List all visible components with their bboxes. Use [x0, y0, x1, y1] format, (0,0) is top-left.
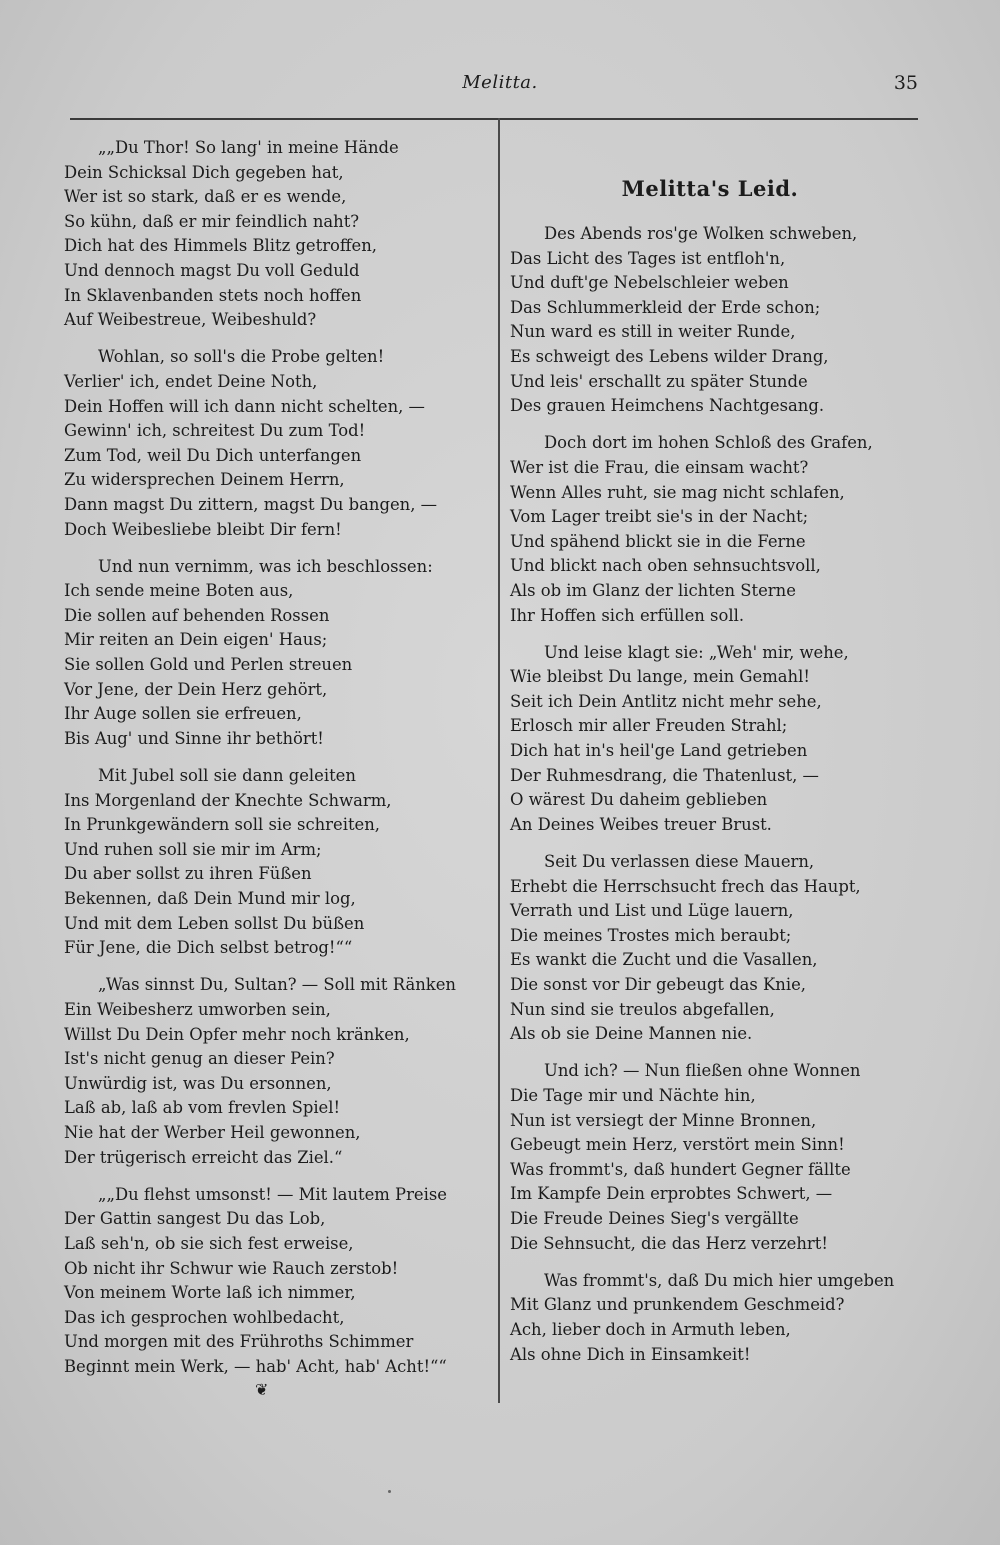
verse-line: Nie hat der Werber Heil gewonnen,	[64, 1122, 361, 1142]
verse-line: Doch Weibesliebe bleibt Dir fern!	[64, 519, 342, 539]
left-column	[64, 136, 484, 1392]
verse-line: Nun sind sie treulos abgefallen,	[510, 999, 775, 1019]
verse-line: Im Kampfe Dein erprobtes Schwert, —	[510, 1184, 833, 1204]
verse-line: Seit Du verlassen diese Mauern,	[544, 852, 815, 872]
verse-line: Und ich? — Nun fließen ohne Wonnen	[544, 1061, 861, 1081]
verse-line: Auf Weibestreue, Weibeshuld?	[64, 310, 317, 330]
verse-line: Es schweigt des Lebens wilder Drang,	[510, 346, 829, 366]
verse-line: Erlosch mir aller Freuden Strahl;	[510, 716, 788, 736]
verse-line: Und dennoch magst Du voll Geduld	[64, 260, 360, 280]
verse-line: Gebeugt mein Herz, verstört mein Sinn!	[510, 1135, 845, 1155]
verse-line: Und blickt nach oben sehnsuchtsvoll,	[510, 556, 821, 576]
verse-line: Nun ward es still in weiter Runde,	[510, 322, 796, 342]
verse-line: „„Du Thor! So lang' in meine Hände	[98, 138, 399, 157]
verse-line: Seit ich Dein Antlitz nicht mehr sehe,	[510, 691, 822, 711]
verse-line: Für Jene, die Dich selbst betrog!““	[64, 938, 353, 958]
verse-line: Und morgen mit des Frühroths Schimmer	[64, 1332, 414, 1352]
verse-line: Dein Hoffen will ich dann nicht schelten, —	[64, 396, 425, 416]
verse-line: Gewinn' ich, schreitest Du zum Tod!	[64, 421, 366, 441]
verse-line: Das Licht des Tages ist entfloh'n,	[510, 248, 786, 268]
verse-line: Ihr Hoffen sich erfüllen soll.	[510, 605, 745, 625]
verse-line: Die sonst vor Dir gebeugt das Knie,	[510, 975, 807, 994]
verse-line: Es wankt die Zucht und die Vasallen,	[510, 950, 818, 970]
verse-line: Laß ab, laß ab vom frevlen Spiel!	[64, 1098, 341, 1118]
verse-line: Laß seh'n, ob sie sich fest erweise,	[64, 1233, 354, 1253]
stanza	[510, 222, 910, 419]
verse-line: Zu widersprechen Deinem Herrn,	[64, 470, 345, 490]
verse-line: Und duft'ge Nebelschleier weben	[510, 273, 789, 293]
verse-line: Und nun vernimm, was ich beschlossen:	[98, 556, 433, 576]
verse-line: Dich hat in's heil'ge Land getrieben	[510, 741, 808, 761]
verse-line: Ein Weibesherz umworben sein,	[64, 999, 331, 1019]
verse-line: Bis Aug' und Sinne ihr bethört!	[64, 728, 324, 748]
stanza	[510, 641, 910, 838]
verse-line: Verrath und List und Lüge lauern,	[510, 901, 794, 921]
stanza	[64, 136, 484, 333]
right-column	[510, 222, 910, 1380]
verse-line: Wer ist die Frau, die einsam wacht?	[510, 457, 809, 477]
verse-line: Als ob im Glanz der lichten Sterne	[510, 580, 796, 600]
verse-line: Des Abends ros'ge Wolken schweben,	[544, 224, 858, 243]
stanza	[64, 973, 484, 1170]
stanza	[64, 764, 484, 961]
verse-line: Was frommt's, daß Du mich hier umgeben	[544, 1270, 895, 1290]
verse-line: Die Tage mir und Nächte hin,	[510, 1085, 756, 1105]
verse-line: Als ohne Dich in Einsamkeit!	[510, 1344, 751, 1364]
verse-line: Mir reiten an Dein eigen' Haus;	[64, 630, 328, 650]
verse-line: Ihr Auge sollen sie erfreuen,	[64, 704, 302, 724]
verse-line: Was frommt's, daß hundert Gegner fällte	[510, 1159, 851, 1179]
verse-line: Du aber sollst zu ihren Füßen	[64, 864, 312, 884]
verse-line: Zum Tod, weil Du Dich unterfangen	[64, 445, 362, 465]
verse-line: Der Ruhmesdrang, die Thatenlust, —	[510, 765, 819, 785]
verse-line: Und spähend blickt sie in die Ferne	[510, 531, 806, 551]
verse-line: In Prunkgewändern soll sie schreiten,	[64, 815, 381, 835]
verse-line: Dann magst Du zittern, magst Du bangen, —	[64, 494, 438, 514]
verse-line: Des grauen Heimchens Nachtgesang.	[510, 396, 825, 416]
verse-line: Und mit dem Leben sollst Du büßen	[64, 913, 365, 933]
stanza	[510, 850, 910, 1047]
verse-line: „Was sinnst Du, Sultan? — Soll mit Ränken	[98, 975, 456, 995]
verse-line: Mit Jubel soll sie dann geleiten	[98, 766, 356, 786]
verse-line: In Sklavenbanden stets noch hoffen	[64, 285, 362, 305]
verse-line: Und ruhen soll sie mir im Arm;	[64, 839, 322, 859]
verse-line: Beginnt mein Werk, — hab' Acht, hab' Acht!““	[64, 1356, 447, 1376]
verse-line: Die Freude Deines Sieg's vergällte	[510, 1208, 799, 1228]
verse-line: Ins Morgenland der Knechte Schwarm,	[64, 790, 392, 810]
verse-line: Wenn Alles ruht, sie mag nicht schlafen,	[510, 482, 845, 502]
verse-line: Dein Schicksal Dich gegeben hat,	[64, 162, 344, 182]
verse-line: Mit Glanz und prunkendem Geschmeid?	[510, 1295, 845, 1315]
verse-line: Die meines Trostes mich beraubt;	[510, 925, 792, 945]
verse-line: Vom Lager treibt sie's in der Nacht;	[510, 507, 809, 527]
page-header	[0, 72, 1000, 102]
verse-line: Als ob sie Deine Mannen nie.	[510, 1024, 753, 1044]
verse-line: Doch dort im hohen Schloß des Grafen,	[544, 433, 873, 453]
page-number: 35	[893, 72, 918, 94]
paper-speck	[388, 1490, 391, 1493]
verse-line: Und leise klagt sie: „Weh' mir, wehe,	[544, 642, 849, 662]
verse-line: Ist's nicht genug an dieser Pein?	[64, 1049, 335, 1069]
verse-line: Dich hat des Himmels Blitz getroffen,	[64, 236, 378, 256]
verse-line: Sie sollen Gold und Perlen streuen	[64, 655, 353, 675]
verse-line: Wie bleibst Du lange, mein Gemahl!	[510, 667, 810, 687]
stanza	[64, 1183, 484, 1380]
stanza	[64, 345, 484, 542]
verse-line: „„Du flehst umsonst! — Mit lautem Preise	[98, 1184, 447, 1204]
ornament-icon: ❦	[255, 1380, 269, 1399]
stanza	[510, 431, 910, 628]
verse-line: Das ich gesprochen wohlbedacht,	[64, 1307, 345, 1327]
verse-line: Und leis' erschallt zu später Stunde	[510, 371, 808, 391]
verse-line: Wohlan, so soll's die Probe gelten!	[98, 347, 385, 367]
verse-line: Die Sehnsucht, die das Herz verzehrt!	[510, 1233, 828, 1253]
verse-line: Das Schlummerkleid der Erde schon;	[510, 297, 821, 317]
verse-line: O wärest Du daheim geblieben	[510, 790, 768, 810]
stanza	[510, 1269, 910, 1367]
verse-line: Wer ist so stark, daß er es wende,	[64, 187, 347, 207]
verse-line: Ach, lieber doch in Armuth leben,	[510, 1319, 791, 1339]
verse-line: Erhebt die Herrschsucht frech das Haupt,	[510, 876, 861, 896]
verse-line: Die sollen auf behenden Rossen	[64, 605, 330, 625]
verse-line: Willst Du Dein Opfer mehr noch kränken,	[64, 1024, 410, 1044]
stanza	[64, 555, 484, 752]
verse-line: Der trügerisch erreicht das Ziel.“	[64, 1147, 343, 1167]
column-divider	[498, 118, 500, 1403]
running-title: Melitta.	[462, 72, 538, 93]
verse-line: Ob nicht ihr Schwur wie Rauch zerstob!	[64, 1258, 399, 1278]
verse-line: Der Gattin sangest Du das Lob,	[64, 1209, 326, 1229]
verse-line: Unwürdig ist, was Du ersonnen,	[64, 1073, 332, 1093]
header-rule	[70, 118, 918, 120]
verse-line: So kühn, daß er mir feindlich naht?	[64, 211, 360, 231]
verse-line: Nun ist versiegt der Minne Bronnen,	[510, 1110, 817, 1130]
verse-line: An Deines Weibes treuer Brust.	[510, 814, 772, 834]
verse-line: Verlier' ich, endet Deine Noth,	[64, 371, 318, 391]
stanza	[510, 1059, 910, 1256]
verse-line: Ich sende meine Boten aus,	[64, 581, 294, 601]
verse-line: Von meinem Worte laß ich nimmer,	[64, 1283, 356, 1303]
poem-title: Melitta's Leid.	[621, 176, 799, 201]
verse-line: Vor Jene, der Dein Herz gehört,	[64, 679, 328, 699]
verse-line: Bekennen, daß Dein Mund mir log,	[64, 889, 356, 908]
